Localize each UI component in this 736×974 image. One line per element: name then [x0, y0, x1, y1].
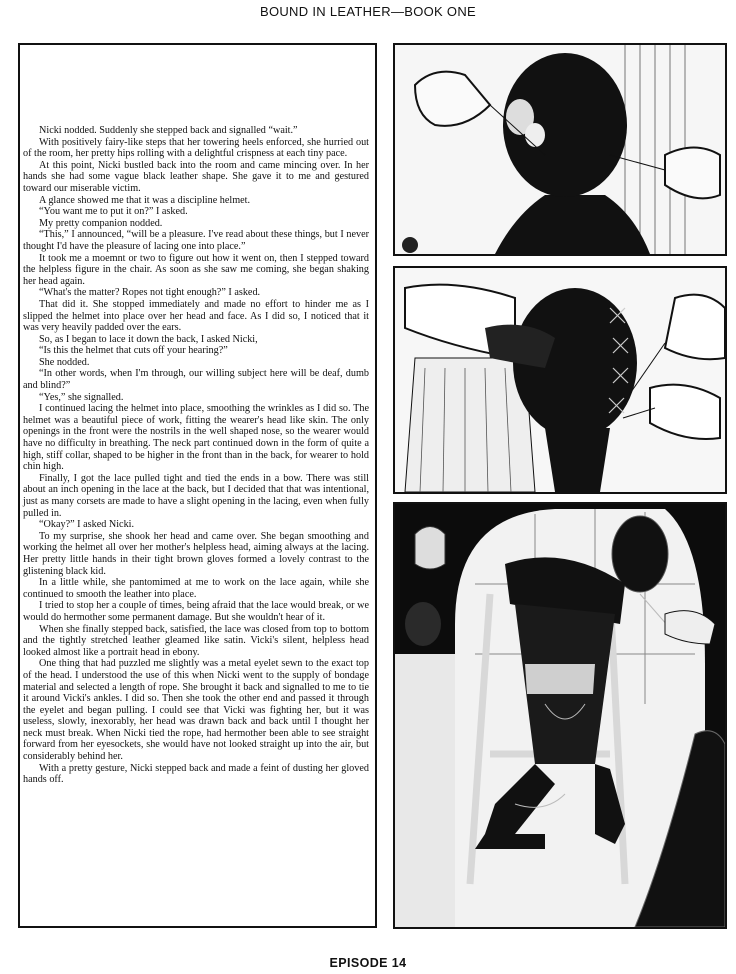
story-paragraph: Nicki nodded. Suddenly she stepped back and signalled “wait.” [39, 125, 298, 136]
panel-helmet-lacing [393, 266, 727, 494]
story-paragraph: “In other words, when I'm through, our willing subject here will be deaf, dumb and blind?” [23, 368, 369, 392]
story-paragraph: To my surprise, she shook her head and came over. She began smoothing and working the helmet all over her mother's helpless head, aiming always at the lacing. Her pretty little hands in their tight brown gloves formed a lovely contrast to the glistening black kid. [23, 530, 369, 577]
story-paragraph: “You want me to put it on?” I asked. [39, 206, 188, 218]
story-paragraph: “This,” I announced, “will be a pleasure. I've read about these things, but I never thought I'd have the pleasure of lacing one into place.” [23, 229, 369, 252]
episode-label: EPISODE 14 [329, 956, 407, 970]
story-paragraph: My pretty companion nodded. [39, 217, 163, 229]
story-paragraph: When she finally stepped back, satisfied, the lace was closed from top to bottom and the tightly stretched leather gleamed like satin. Vicki's silent, helpless head looked almost like a portrait head in ebony. [23, 623, 369, 658]
story-paragraph: That did it. She stopped immediately and made no effort to hinder me as I slipped the helmet into place over her head and face. As I did so, I noticed that it was very heavily padded over the ears. [23, 298, 369, 334]
story-text [23, 125, 369, 786]
story-paragraph: “Okay?” I asked Nicki. [39, 519, 135, 531]
story-paragraph: With positively fairy-like steps that her towering heels enforced, she hurried out of the room, her pretty hips rolling with a delightful crispness at each tiny pace. [23, 136, 369, 160]
helmet-front-illustration [395, 45, 725, 254]
story-paragraph: A glance showed me that it was a discipline helmet. [39, 194, 251, 206]
story-paragraph: At this point, Nicki bustled back into the room and came mincing over. In her hands she had some vague black leather shape. She gave it to me and gestured toward our miserable victim. [23, 159, 369, 194]
helmet-lacing-illustration [395, 268, 725, 492]
story-paragraph: She nodded. [39, 356, 90, 368]
story-text-column [18, 43, 377, 928]
story-paragraph: “Is this the helmet that cuts off your hearing?” [39, 345, 228, 357]
story-paragraph: I continued lacing the helmet into place, smoothing the wrinkles as I did so. The helmet was a beautiful piece of work, fitting the wearer's head like skin. The only openings in the front were the nostrils in the well shaped nose, so the wearer would have no difficulty in breathing. The neck part continued down in the form of quite a high, stiff collar, shaped to be higher in the front than in the back, for wearer to hold chin high. [23, 403, 369, 473]
story-paragraph: With a pretty gesture, Nicki stepped back and made a feint of dusting her gloved hands off. [23, 762, 369, 786]
story-paragraph: I tried to stop her a couple of times, being afraid that the lace would break, or we would do hermother some permanent damage. But she wouldn't hear of it. [23, 600, 369, 623]
story-paragraph: In a little while, she pantomimed at me to work on the lace again, while she continued to smooth the leather into place. [23, 577, 369, 600]
story-paragraph: So, as I began to lace it down the back, I asked Nicki, [39, 333, 258, 345]
page-title: BOUND IN LEATHER—BOOK ONE [259, 4, 476, 19]
panel-chair-bondage [393, 502, 727, 929]
story-paragraph: “Yes,” she signalled. [39, 391, 124, 403]
story-paragraph: “What's the matter? Ropes not tight enough?” I asked. [39, 287, 261, 299]
story-paragraph: One thing that had puzzled me slightly was a metal eyelet sewn to the exact top of the head. I understood the use of this when Nicki went to the supply of bondage material and selected a length of rope. She brought it back and signalled to me to tie it around Vicki's ankles. I did so. Then she took the other end and passed it through the eyelet and began pulling. I could see that Vicki was fighting her, but it was useless, slowly, inexorably, her head was drawn back and back until I thought her neck must break. When Nicki tied the rope, had hermother been able to see straight forward from her eyesockets, she would have not looked straight up into the air, but considerably behind her. [23, 658, 369, 763]
story-paragraph: It took me a moemnt or two to figure out how it went on, then I stepped toward the helpless figure in the chair. As soon as she saw me coming, she began shaking her head again. [23, 252, 369, 287]
story-paragraph: Finally, I got the lace pulled tight and tied the ends in a bow. There was still about an inch opening in the lace at the back, but I decided that that was intentional, just as many corsets are made to have a slight opening in the lacing, even when fully pulled in. [23, 472, 369, 519]
chair-scene-illustration [395, 504, 725, 927]
panel-helmet-front [393, 43, 727, 256]
